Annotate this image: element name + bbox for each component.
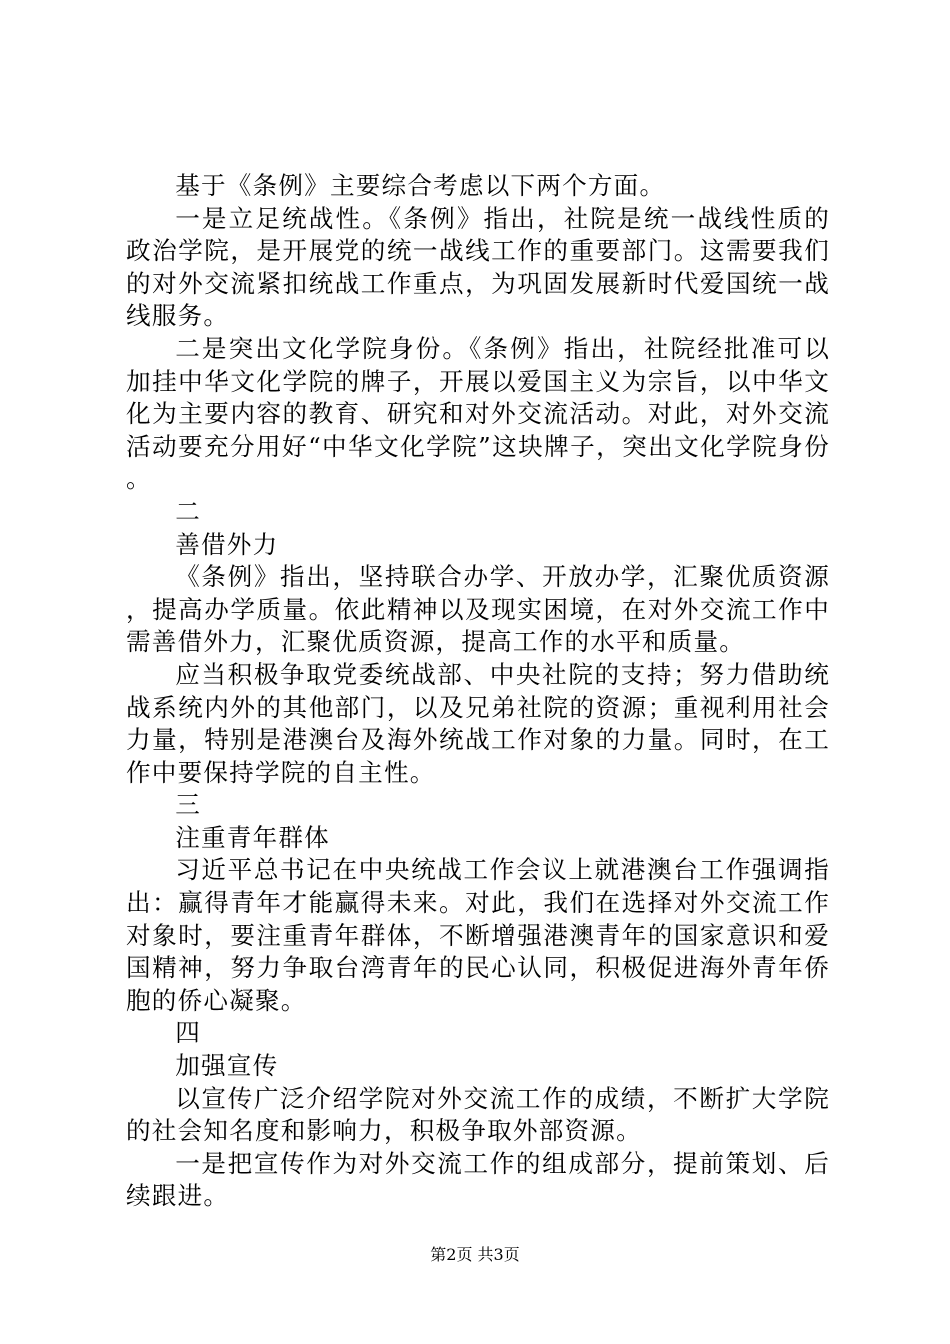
page-footer: 第2页 共3页 [430,1245,520,1264]
paragraph-point-one: 一是立足统战性。《条例》指出，社院是统一战线性质的政治学院，是开展党的统一战线工作的重要部门。这需要我们的对外交流紧扣统战工作重点，为巩固发展新时代爱国统一战线服务。 [126,203,830,331]
paragraph-section-two-b: 应当积极争取党委统战部、中央社院的支持；努力借助统战系统内外的其他部门，以及兄弟社院的资源；重视利用社会力量，特别是港澳台及海外统战工作对象的力量。同时，在工作中要保持学院的自主性。 [126,659,830,787]
paragraph-intro: 基于《条例》主要综合考虑以下两个方面。 [175,171,666,200]
paragraph-section-three: 习近平总书记在中央统战工作会议上就港澳台工作强调指出：赢得青年才能赢得未来。对此，我们在选择对外交流工作对象时，要注重青年群体，不断增强港澳青年的国家意识和爱国精神，努力争取台湾青年的民心认同，积极促进海外青年侨胞的侨心凝聚。 [126,855,830,1015]
document-body [126,170,830,1213]
section-number-four: 四 [175,1018,201,1048]
section-number-two: 二 [175,496,201,526]
section-heading-two: 善借外力 [175,529,279,559]
section-heading-three: 注重青年群体 [175,822,330,852]
paragraph-section-four-a: 以宣传广泛介绍学院对外交流工作的成绩，不断扩大学院的社会知名度和影响力，积极争取外部资源。 [126,1083,830,1146]
section-heading-four: 加强宣传 [175,1051,279,1081]
paragraph-section-two-a: 《条例》指出，坚持联合办学、开放办学，汇聚优质资源，提高办学质量。依此精神以及现实困境，在对外交流工作中需善借外力，汇聚优质资源，提高工作的水平和质量。 [126,562,830,657]
paragraph-point-two: 二是突出文化学院身份。《条例》指出，社院经批准可以加挂中华文化学院的牌子，开展以爱国主义为宗旨，以中华文化为主要内容的教育、研究和对外交流活动。对此，对外交流活动要充分用好“中华文化学院”这块牌子，突出文化学院身份。 [126,333,830,494]
section-number-three: 三 [175,790,201,820]
paragraph-section-four-b: 一是把宣传作为对外交流工作的组成部分，提前策划、后续跟进。 [126,1148,830,1211]
